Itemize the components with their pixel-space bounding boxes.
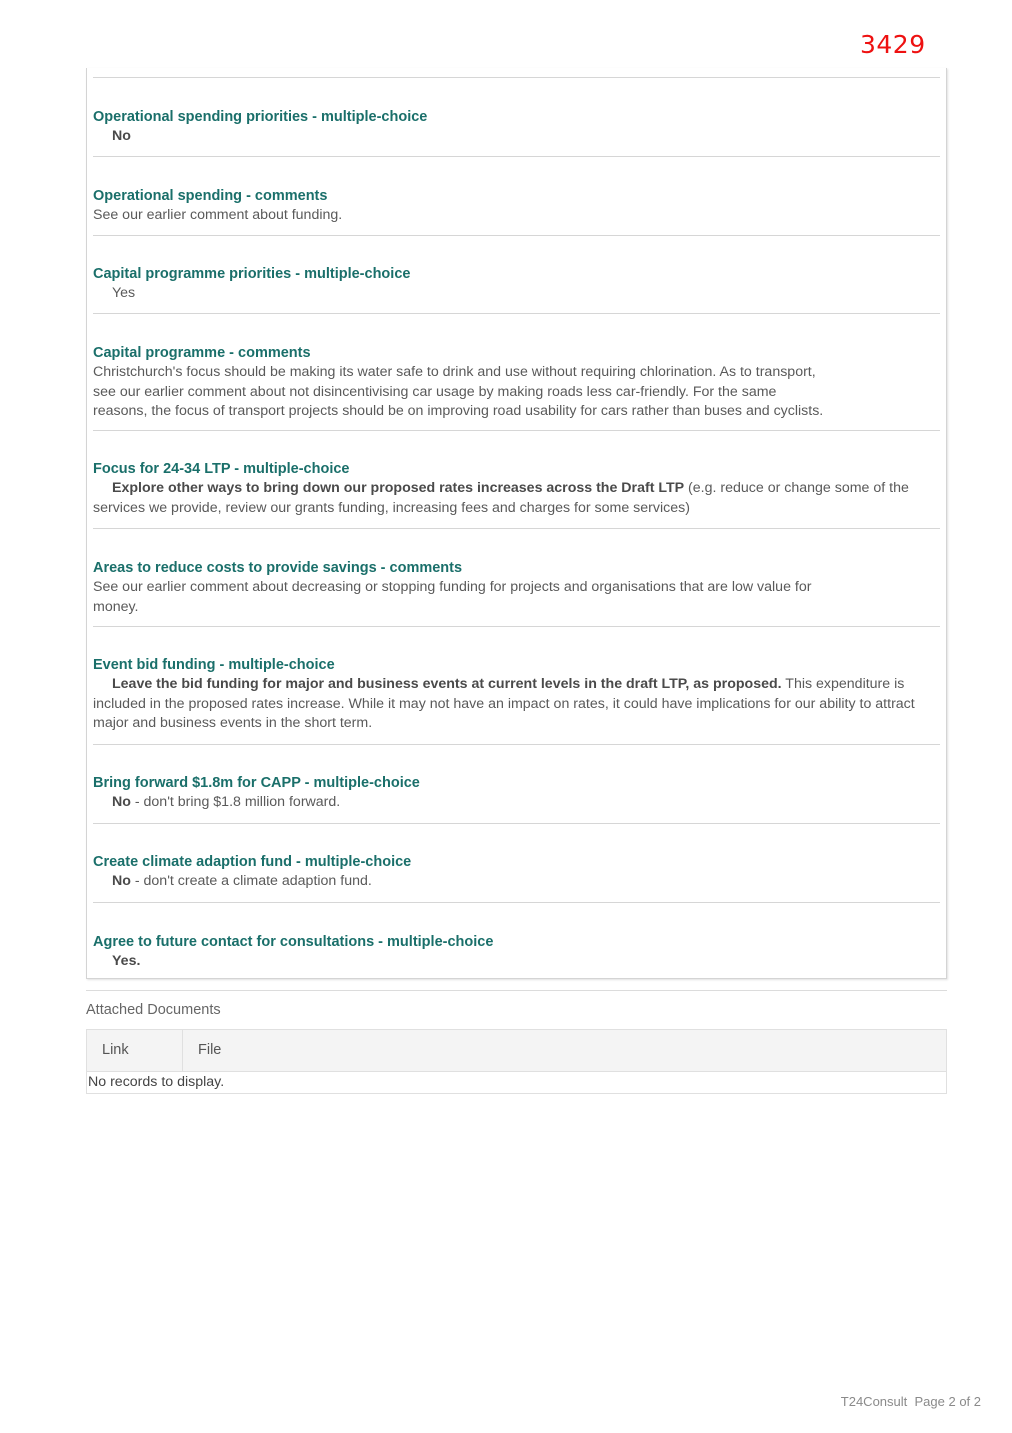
answer-detail: - don't create a climate adaption fund. xyxy=(130,873,372,889)
page-footer xyxy=(841,1394,981,1409)
question-title: Bring forward $1.8m for CAPP - multiple-choice xyxy=(93,775,420,791)
question-answer-line: see our earlier comment about not disincentivising car usage by making roads less car-friendly. For the same xyxy=(93,383,777,400)
question-answer xyxy=(93,793,943,813)
answer-choice: Explore other ways to bring down our proposed rates increases across the Draft LTP xyxy=(112,480,685,496)
footer-brand: T24Consult xyxy=(840,1394,908,1409)
question-title: Create climate adaption fund - multiple-choice xyxy=(93,854,412,870)
question-title: Operational spending - comments xyxy=(93,188,328,204)
question-answer: See our earlier comment about funding. xyxy=(93,207,343,223)
question-divider xyxy=(93,528,940,529)
question-focus-ltp xyxy=(93,459,943,518)
answer-detail: (e.g. reduce or change some of the services we provide, review our grants funding, increasing fees and charges for some services) xyxy=(93,480,909,516)
question-bring-forward-capp xyxy=(93,773,943,813)
question-future-contact xyxy=(93,932,943,972)
question-event-bid-funding xyxy=(93,655,923,734)
question-divider xyxy=(93,626,940,627)
question-title: Areas to reduce costs to provide savings - comments xyxy=(93,560,463,576)
table-header xyxy=(87,1030,946,1072)
question-reduce-costs-comments xyxy=(93,558,943,617)
footer-page-label: Page 2 of 2 xyxy=(914,1394,981,1409)
question-answer xyxy=(93,872,943,892)
question-divider xyxy=(93,744,940,745)
attached-documents-table xyxy=(86,1029,947,1094)
question-divider xyxy=(93,235,940,236)
question-answer-line: reasons, the focus of transport projects should be on improving road usability for cars rather than buses and cyclists. xyxy=(93,403,824,419)
question-answer-line: money. xyxy=(93,598,139,615)
question-title: Focus for 24-34 LTP - multiple-choice xyxy=(93,461,350,477)
question-operational-spending-comments xyxy=(93,186,943,226)
answer-detail: - don't bring $1.8 million forward. xyxy=(130,794,341,810)
question-answer-line: See our earlier comment about decreasing or stopping funding for projects and organisations that are low value for xyxy=(93,579,812,595)
question-answer xyxy=(93,952,943,972)
question-operational-spending-priorities xyxy=(93,107,943,147)
column-header-link[interactable]: Link xyxy=(87,1030,183,1071)
answer-choice: Leave the bid funding for major and business events at current levels in the draft LTP, as proposed. xyxy=(112,676,782,692)
question-divider xyxy=(93,77,940,78)
question-divider xyxy=(93,823,940,824)
question-answer xyxy=(93,479,943,518)
question-divider xyxy=(93,430,940,431)
question-title: Event bid funding - multiple-choice xyxy=(93,657,335,673)
column-header-file[interactable]: File xyxy=(198,1042,222,1058)
question-climate-adaption-fund xyxy=(93,852,943,892)
answer-detail: This expenditure is included in the proposed rates increase. While it may not have an impact on rates, it could have implications for our ability to attract major and business events in the short term. xyxy=(93,676,915,731)
attached-documents-heading: Attached Documents xyxy=(86,1002,221,1018)
answer-choice: Yes. xyxy=(112,953,141,969)
answer-choice: No xyxy=(112,128,131,144)
answer-choice: No xyxy=(112,794,131,810)
question-title: Operational spending priorities - multiple-choice xyxy=(93,109,428,125)
empty-table-message: No records to display. xyxy=(88,1074,225,1090)
question-answer-line: Christchurch's focus should be making its water safe to drink and use without requiring chlorination. As to transport, xyxy=(93,364,816,380)
section-divider xyxy=(86,990,947,991)
page-number: 3429 xyxy=(860,30,926,59)
question-divider xyxy=(93,902,940,903)
question-divider xyxy=(93,313,940,314)
question-answer: Yes xyxy=(112,285,136,301)
question-divider xyxy=(93,156,940,157)
question-capital-programme-priorities xyxy=(93,264,943,304)
question-answer xyxy=(93,675,923,734)
question-title: Capital programme - comments xyxy=(93,345,311,361)
question-title: Agree to future contact for consultations - multiple-choice xyxy=(93,934,494,950)
question-answer xyxy=(93,127,943,147)
question-title: Capital programme priorities - multiple-choice xyxy=(93,266,411,282)
question-capital-programme-comments xyxy=(93,343,943,422)
answer-choice: No xyxy=(112,873,131,889)
